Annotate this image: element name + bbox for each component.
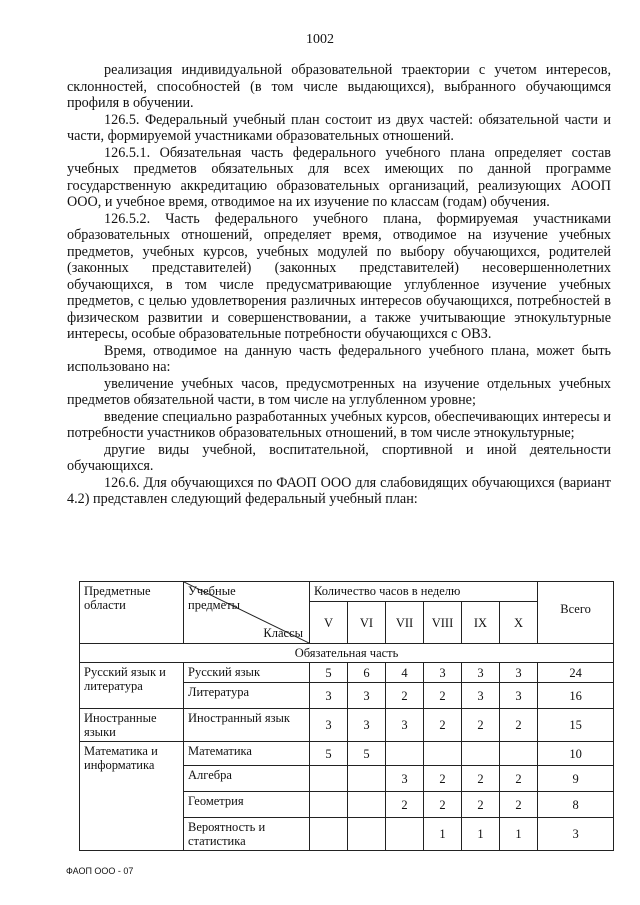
paragraph: другие виды учебной, воспитательной, спортивной и иной деятельности обучающихся. — [67, 441, 611, 474]
hours-cell: 3 — [462, 663, 500, 683]
paragraph: 126.6. Для обучающихся по ФАОП ООО для слабовидящих обучающихся (вариант 4.2) представлен следующий федеральный учебный план: — [67, 474, 611, 507]
total-cell: 9 — [538, 766, 614, 792]
hours-cell: 2 — [424, 683, 462, 709]
hours-cell: 2 — [462, 709, 500, 742]
hours-cell: 3 — [500, 683, 538, 709]
header-subject: Учебные предметы — [188, 584, 241, 612]
subject-cell: Иностранный язык — [184, 709, 310, 742]
footer-code: ФАОП ООО - 07 — [66, 866, 134, 876]
area-cell: Математика и информатика — [80, 742, 184, 851]
hours-cell: 2 — [500, 709, 538, 742]
hours-cell: 1 — [424, 818, 462, 851]
hours-cell: 2 — [424, 709, 462, 742]
grade-header: X — [500, 602, 538, 644]
hours-cell: 3 — [348, 709, 386, 742]
total-cell: 10 — [538, 742, 614, 766]
subject-cell: Геометрия — [184, 792, 310, 818]
hours-cell: 3 — [386, 709, 424, 742]
hours-cell: 2 — [500, 766, 538, 792]
hours-cell — [462, 742, 500, 766]
subject-cell: Литература — [184, 683, 310, 709]
hours-cell: 2 — [386, 792, 424, 818]
grade-header: VII — [386, 602, 424, 644]
total-cell: 24 — [538, 663, 614, 683]
hours-cell — [348, 766, 386, 792]
header-area: Предметные области — [80, 582, 184, 644]
paragraph: введение специально разработанных учебных курсов, обеспечивающих интересы и потребности участников образовательных отношений, в том числе этнокультурные; — [67, 408, 611, 441]
grade-header: VI — [348, 602, 386, 644]
subject-cell: Математика — [184, 742, 310, 766]
header-total: Всего — [538, 582, 614, 644]
hours-cell: 2 — [424, 792, 462, 818]
hours-cell: 5 — [348, 742, 386, 766]
hours-cell: 3 — [500, 663, 538, 683]
paragraph: Время, отводимое на данную часть федерального учебного плана, может быть использовано на: — [67, 342, 611, 375]
hours-cell: 3 — [386, 766, 424, 792]
grade-header: VIII — [424, 602, 462, 644]
paragraph: 126.5.2. Часть федерального учебного плана, формируемая участниками образовательных отношений, определяет время, отводимое на изучение учебных предметов, учебных курсов, учебных модулей по выбору обучающихся, родителей (законных представителей) (законных представителей) несовершеннолетних обучающихся, в том числе предусматривающие углубленное изучение учебных предметов, с целью удовлетворения различных интересов обучающихся, потребностей в физическом развитии и совершенствовании, а также учитывающие этнокультурные интересы, особые образовательные потребности обучающихся с ОВЗ. — [67, 210, 611, 342]
hours-cell: 3 — [310, 683, 348, 709]
area-cell: Русский язык и литература — [80, 663, 184, 709]
hours-cell: 1 — [500, 818, 538, 851]
curriculum-table — [79, 581, 614, 851]
hours-cell — [310, 818, 348, 851]
hours-cell: 2 — [500, 792, 538, 818]
hours-cell: 2 — [462, 766, 500, 792]
hours-cell — [500, 742, 538, 766]
hours-cell — [386, 818, 424, 851]
total-cell: 3 — [538, 818, 614, 851]
subject-cell: Вероятность и статистика — [184, 818, 310, 851]
paragraph: 126.5.1. Обязательная часть федерального учебного плана определяет состав учебных предметов обязательных для всех имеющих по данной программе государственную аккредитацию образовательных организаций, реализующих АООП ООО, и учебное время, отводимое на их изучение по классам (годам) обучения. — [67, 144, 611, 210]
total-cell: 15 — [538, 709, 614, 742]
hours-cell: 3 — [462, 683, 500, 709]
paragraph: 126.5. Федеральный учебный план состоит из двух частей: обязательной части и части, формируемой участниками образовательных отношений. — [67, 111, 611, 144]
grade-header: IX — [462, 602, 500, 644]
hours-cell — [386, 742, 424, 766]
area-cell: Иностранные языки — [80, 709, 184, 742]
paragraph: увеличение учебных часов, предусмотренных на изучение отдельных учебных предметов обязательной части, в том числе на углубленном уровне; — [67, 375, 611, 408]
header-classes: Классы — [263, 626, 303, 640]
page-number: 1002 — [306, 32, 334, 47]
hours-cell — [310, 766, 348, 792]
grade-header: V — [310, 602, 348, 644]
hours-cell: 3 — [424, 663, 462, 683]
hours-cell: 6 — [348, 663, 386, 683]
hours-cell — [310, 792, 348, 818]
hours-cell: 2 — [424, 766, 462, 792]
subject-cell: Русский язык — [184, 663, 310, 683]
hours-cell: 5 — [310, 742, 348, 766]
hours-cell: 2 — [386, 683, 424, 709]
subject-cell: Алгебра — [184, 766, 310, 792]
body-text — [67, 62, 611, 508]
hours-cell: 5 — [310, 663, 348, 683]
hours-cell: 3 — [310, 709, 348, 742]
hours-cell — [348, 818, 386, 851]
header-hours: Количество часов в неделю — [310, 582, 538, 602]
hours-cell: 2 — [462, 792, 500, 818]
total-cell: 16 — [538, 683, 614, 709]
hours-cell — [348, 792, 386, 818]
hours-cell: 1 — [462, 818, 500, 851]
section-header: Обязательная часть — [80, 644, 614, 663]
header-subject-classes — [184, 582, 310, 644]
hours-cell: 4 — [386, 663, 424, 683]
paragraph: реализация индивидуальной образовательной траектории с учетом интересов, склонностей, способностей (в том числе выдающихся), выбранного обучающимся профиля в обучении. — [67, 62, 611, 111]
hours-cell: 3 — [348, 683, 386, 709]
total-cell: 8 — [538, 792, 614, 818]
hours-cell — [424, 742, 462, 766]
